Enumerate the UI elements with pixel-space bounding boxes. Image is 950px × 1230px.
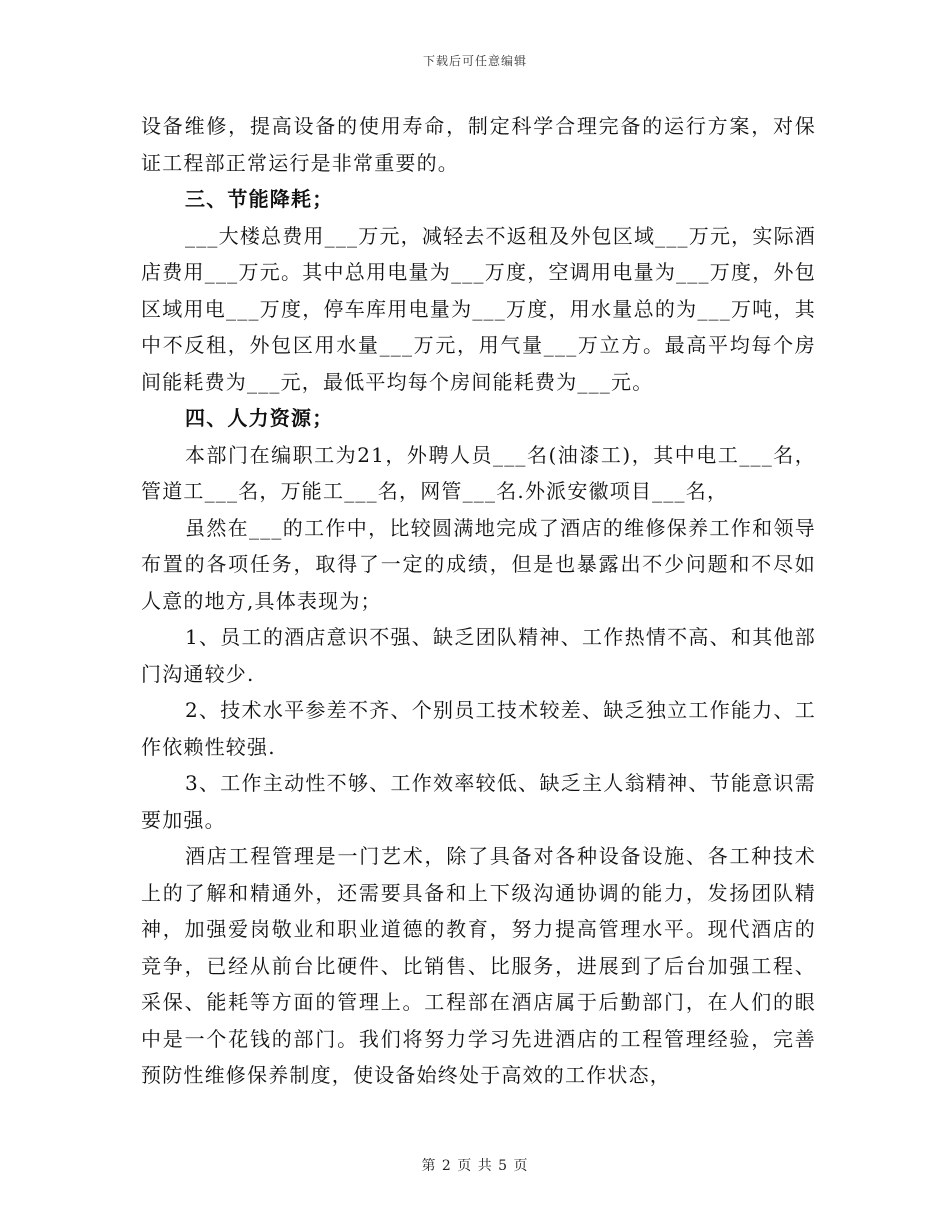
paragraph-staffing: 本部门在编职工为21，外聘人员___名(油漆工)，其中电工___名，管道工___名，万能工___名，网管___名.外派安徽项目___名，: [141, 442, 816, 503]
page-header-note: 下载后可任意编辑: [422, 54, 527, 68]
paragraph-problems-intro: 虽然在___的工作中，比较圆满地完成了酒店的维修保养工作和领导布置的各项任务，取得了一定的成绩，但是也暴露出不少问题和不尽如人意的地方,具体表现为；: [141, 515, 816, 613]
paragraph-continuation: 设备维修，提高设备的使用寿命，制定科学合理完备的运行方案，对保证工程部正常运行是非常重要的。: [141, 114, 816, 175]
paragraph-management-outlook: 酒店工程管理是一门艺术，除了具备对各种设备设施、各工种技术上的了解和精通外，还需要具备和上下级沟通协调的能力，发扬团队精神，加强爱岗敬业和职业道德的教育，努力提高管理水平。现代酒店的竞争，已经从前台比硬件、比销售、比服务，进展到了后台加强工程、采保、能耗等方面的管理上。工程部在酒店属于后勤部门，在人们的眼中是一个花钱的部门。我们将努力学习先进酒店的工程管理经验，完善预防性维修保养制度，使设备始终处于高效的工作状态，: [141, 844, 816, 1087]
page-number-footer: 第 2 页 共 5 页: [421, 1158, 529, 1174]
list-item-problem-2: 2、技术水平参差不齐、个别员工技术较差、缺乏独立工作能力、工作依赖性较强.: [141, 698, 816, 759]
list-item-problem-1: 1、员工的酒店意识不强、缺乏团队精神、工作热情不高、和其他部门沟通较少.: [141, 625, 816, 686]
section-heading-human-resources: 四、人力资源；: [185, 406, 334, 430]
document-body: [141, 108, 816, 1094]
paragraph-energy-costs: ___大楼总费用___万元，减轻去不返租及外包区域___万元，实际酒店费用___万元。其中总用电量为___万度，空调用电量为___万度，外包区域用电___万度，停车库用电量为___万度，用水量总的为___万吨，其中不反租，外包区用水量___万元，用气量___万立方。最高平均每个房间能耗费为___元，最低平均每个房间能耗费为___元。: [141, 223, 816, 394]
list-item-problem-3: 3、工作主动性不够、工作效率较低、缺乏主人翁精神、节能意识需要加强。: [141, 771, 816, 832]
section-heading-energy-saving: 三、节能降耗；: [185, 187, 334, 211]
